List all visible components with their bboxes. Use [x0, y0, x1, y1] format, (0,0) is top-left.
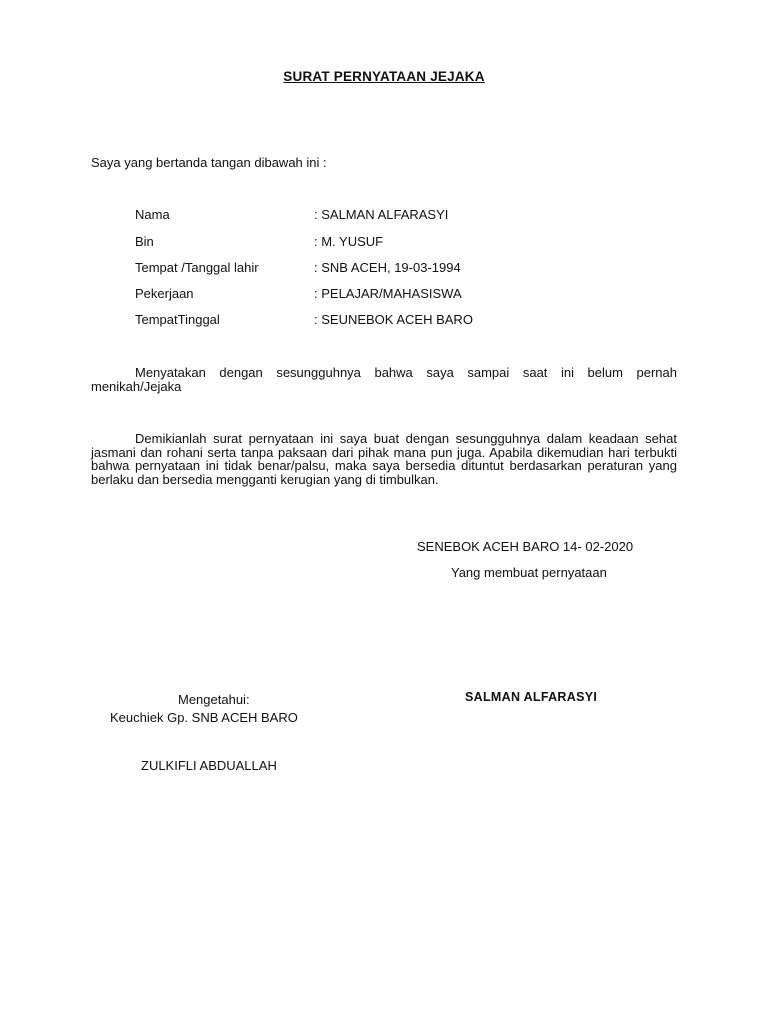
intro-text: Saya yang bertanda tangan dibawah ini : [91, 155, 327, 170]
signer-name: SALMAN ALFARASYI [465, 690, 598, 704]
field-label-pekerjaan: Pekerjaan [135, 286, 194, 301]
place-date: SENEBOK ACEH BARO 14- 02-2020 [417, 539, 634, 554]
maker-label: Yang membuat pernyataan [451, 565, 607, 580]
field-label-ttl: Tempat /Tanggal lahir [135, 260, 259, 275]
field-label-bin: Bin [135, 234, 154, 249]
statement-paragraph: Menyatakan dengan sesungguhnya bahwa saya sampai saat ini belum pernah menikah/Jejaka [91, 365, 677, 394]
witness-label: Mengetahui: [178, 692, 250, 707]
closing-paragraph: Demikianlah surat pernyataan ini saya buat dengan sesungguhnya dalam keadaan sehat jasmani dan rohani serta tanpa paksaan dari pihak mana pun juga. Apabila dikemudian hari terbukti bahwa pernyataan ini tidak benar/palsu, maka saya bersedia dituntut berdasarkan peraturan yang berlaku dan bersedia mengganti kerugian yang di timbulkan. [91, 431, 677, 487]
field-label-nama: Nama [135, 207, 170, 222]
field-value-ttl: : SNB ACEH, 19-03-1994 [314, 260, 461, 275]
field-label-tempat-tinggal: TempatTinggal [135, 312, 220, 327]
document-title: SURAT PERNYATAAN JEJAKA [283, 69, 485, 84]
witness-title: Keuchiek Gp. SNB ACEH BARO [110, 710, 298, 725]
field-value-tempat-tinggal: : SEUNEBOK ACEH BARO [314, 312, 473, 327]
witness-name: ZULKIFLI ABDUALLAH [141, 758, 277, 773]
field-value-pekerjaan: : PELAJAR/MAHASISWA [314, 286, 462, 301]
field-value-nama: : SALMAN ALFARASYI [314, 207, 449, 222]
field-value-bin: : M. YUSUF [314, 234, 384, 249]
